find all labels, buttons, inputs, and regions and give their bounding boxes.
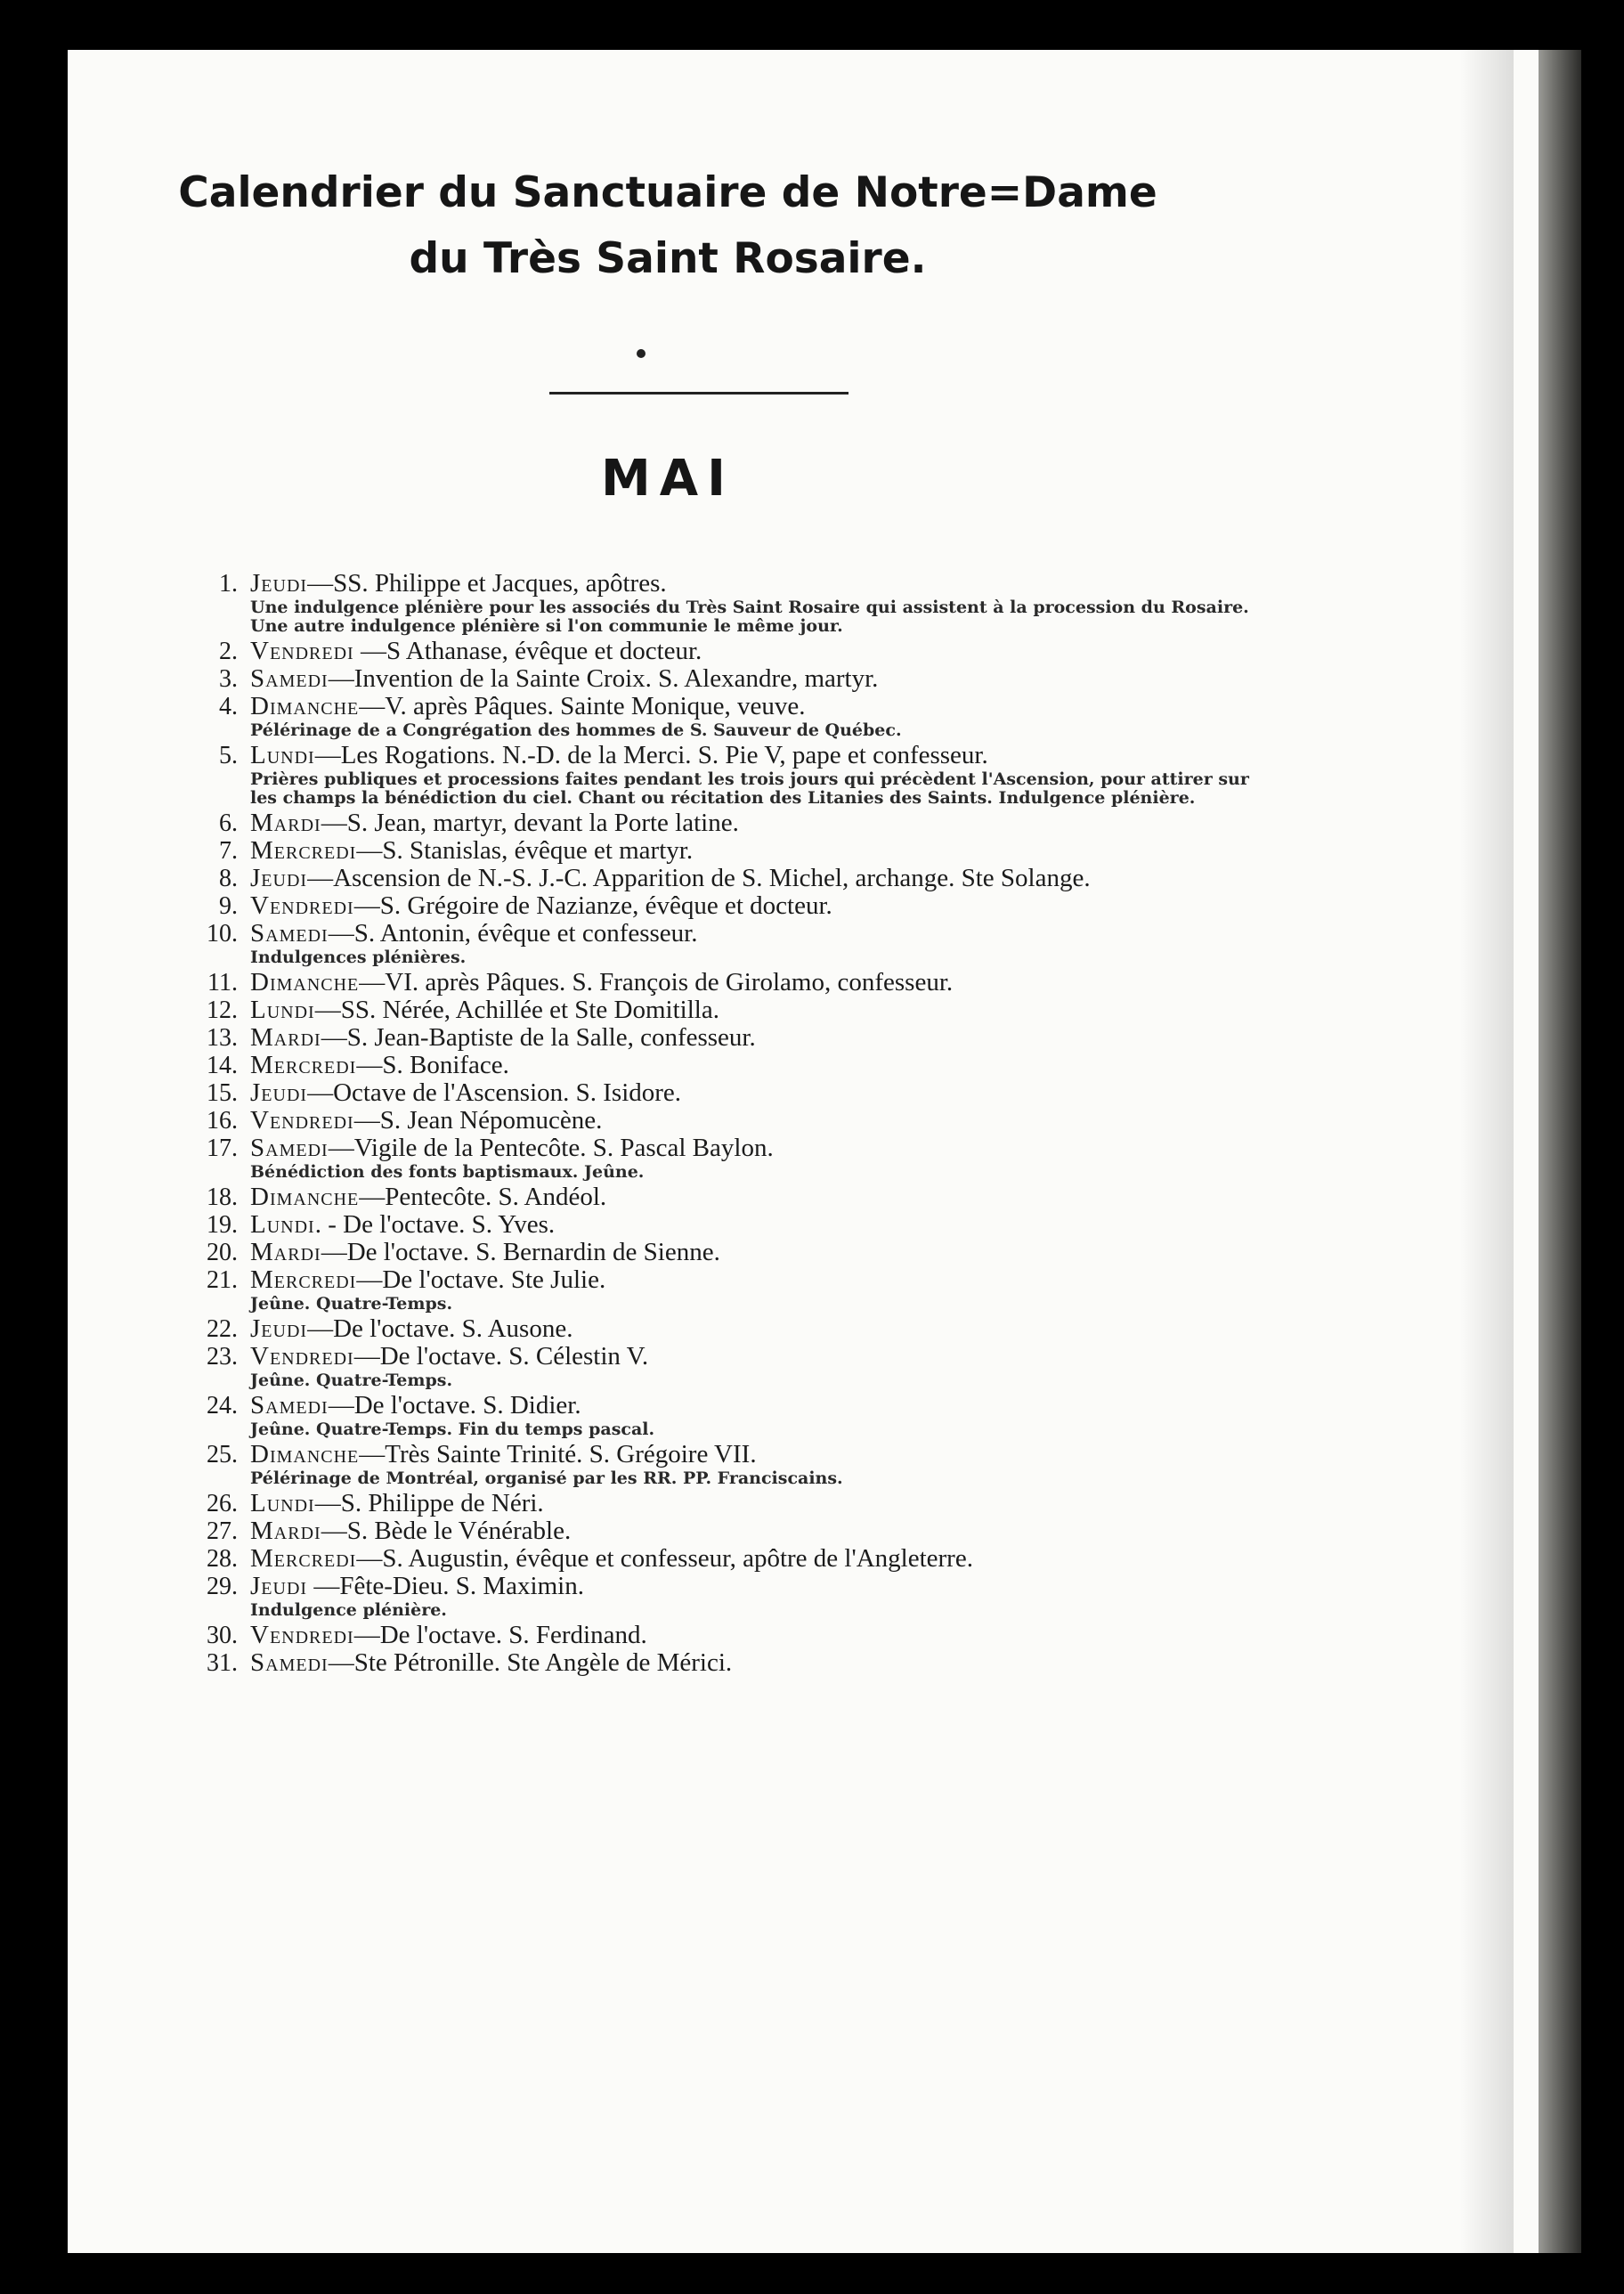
calendar-entry bbox=[174, 837, 1269, 865]
entry-number: 1. bbox=[219, 570, 238, 598]
calendar-entry bbox=[174, 809, 1269, 837]
calendar-entry bbox=[174, 1024, 1269, 1052]
month-heading: MAI bbox=[601, 450, 735, 508]
entry-text: —De l'octave. S. Bernardin de Sienne. bbox=[321, 1238, 720, 1266]
entry-number: 28. bbox=[207, 1545, 238, 1573]
entry-line bbox=[250, 1392, 1269, 1420]
entry-number: 27. bbox=[207, 1517, 238, 1545]
calendar-entry bbox=[174, 1266, 1269, 1314]
entry-day: Samedi bbox=[250, 1648, 329, 1677]
calendar-entry bbox=[174, 1239, 1269, 1266]
calendar-entry bbox=[174, 1441, 1269, 1488]
calendar-entry bbox=[174, 570, 1269, 636]
entry-number: 21. bbox=[207, 1266, 238, 1294]
entry-text: —De l'octave. S. Ferdinand. bbox=[353, 1621, 647, 1649]
entry-line bbox=[250, 1052, 1269, 1079]
entry-text: —De l'octave. S. Célestin V. bbox=[353, 1342, 649, 1371]
entry-number: 26. bbox=[207, 1490, 238, 1517]
title-line-2: du Très Saint Rosaire. bbox=[409, 234, 927, 283]
entry-text: —S. Antonin, évêque et confesseur. bbox=[328, 919, 698, 948]
entry-line bbox=[250, 638, 1269, 665]
entry-number: 4. bbox=[219, 693, 238, 720]
entry-line bbox=[250, 1545, 1269, 1573]
entry-day: Dimanche bbox=[250, 968, 360, 997]
entry-line bbox=[250, 997, 1269, 1024]
entry-day: Lundi bbox=[250, 1210, 315, 1239]
entry-text: —Fête-Dieu. S. Maximin. bbox=[307, 1572, 584, 1600]
entry-number: 30. bbox=[207, 1622, 238, 1649]
entry-day: Lundi bbox=[250, 741, 315, 769]
entry-day: Mardi bbox=[250, 809, 321, 837]
entry-text: —SS. Nérée, Achillée et Ste Domitilla. bbox=[314, 996, 719, 1024]
entry-day: Samedi bbox=[250, 664, 329, 693]
entry-day: Samedi bbox=[250, 1134, 329, 1162]
entry-line bbox=[250, 665, 1269, 693]
entry-day: Jeudi bbox=[250, 864, 308, 892]
entry-line bbox=[250, 1573, 1269, 1600]
entry-number: 14. bbox=[207, 1052, 238, 1079]
entry-number: 17. bbox=[207, 1135, 238, 1162]
entry-text: —Octave de l'Ascension. S. Isidore. bbox=[307, 1078, 682, 1107]
entry-number: 7. bbox=[219, 837, 238, 865]
entry-number: 15. bbox=[207, 1079, 238, 1107]
gutter-shadow bbox=[1460, 50, 1514, 2253]
entry-number: 13. bbox=[207, 1024, 238, 1052]
entry-number: 2. bbox=[219, 638, 238, 665]
entry-line bbox=[250, 693, 1269, 720]
entry-text: —Très Sainte Trinité. S. Grégoire VII. bbox=[359, 1440, 757, 1468]
entry-note: Indulgence plénière. bbox=[250, 1600, 447, 1620]
entry-line bbox=[250, 837, 1269, 865]
entry-text: —S. Augustin, évêque et confesseur, apôtre de l'Angleterre. bbox=[356, 1544, 973, 1573]
entry-day: Vendredi bbox=[250, 1342, 354, 1371]
entry-line bbox=[250, 1649, 1269, 1677]
entry-day: Jeudi bbox=[250, 1572, 308, 1600]
entry-number: 31. bbox=[207, 1649, 238, 1677]
entry-text: —S. Stanislas, évêque et martyr. bbox=[356, 836, 694, 865]
entry-text: —S. Philippe de Néri. bbox=[314, 1489, 544, 1517]
entry-number: 22. bbox=[207, 1315, 238, 1343]
entry-line bbox=[250, 1490, 1269, 1517]
entry-line bbox=[250, 1184, 1269, 1211]
entry-text: —De l'octave. Ste Julie. bbox=[356, 1265, 606, 1294]
calendar-entry bbox=[174, 638, 1269, 665]
entry-text: —SS. Philippe et Jacques, apôtres. bbox=[307, 569, 667, 598]
entry-line bbox=[250, 1343, 1269, 1371]
entry-note: Bénédiction des fonts baptismaux. Jeûne. bbox=[250, 1162, 645, 1182]
entry-text: . - De l'octave. S. Yves. bbox=[314, 1210, 556, 1239]
entry-number: 5. bbox=[219, 742, 238, 769]
entry-line bbox=[250, 1239, 1269, 1266]
entry-line bbox=[250, 1079, 1269, 1107]
calendar-entry bbox=[174, 1052, 1269, 1079]
entry-line bbox=[250, 1266, 1269, 1294]
entry-text: —S. Boniface. bbox=[356, 1051, 509, 1079]
entry-text: —S. Jean, martyr, devant la Porte latine. bbox=[321, 809, 739, 837]
entry-line bbox=[250, 969, 1269, 997]
entry-text: —S. Jean-Baptiste de la Salle, confesseur. bbox=[321, 1023, 756, 1052]
calendar-entry bbox=[174, 1184, 1269, 1211]
entry-line bbox=[250, 1211, 1269, 1239]
calendar-entry bbox=[174, 1490, 1269, 1517]
calendar-entry bbox=[174, 1573, 1269, 1620]
divider-rule bbox=[549, 392, 849, 395]
entry-text: —Pentecôte. S. Andéol. bbox=[359, 1183, 607, 1211]
title-line-1: Calendrier du Sanctuaire de Notre=Dame bbox=[178, 168, 1157, 217]
calendar-entry bbox=[174, 1622, 1269, 1649]
entry-line bbox=[250, 809, 1269, 837]
entry-day: Vendredi bbox=[250, 1106, 354, 1135]
entry-day: Samedi bbox=[250, 919, 329, 948]
entry-day: Dimanche bbox=[250, 1440, 360, 1468]
calendar-entry bbox=[174, 1517, 1269, 1545]
entry-day: Dimanche bbox=[250, 1183, 360, 1211]
entry-number: 8. bbox=[219, 865, 238, 892]
entry-day: Lundi bbox=[250, 996, 315, 1024]
entry-line bbox=[250, 1315, 1269, 1343]
entry-text: —De l'octave. S. Ausone. bbox=[307, 1314, 573, 1343]
entry-number: 29. bbox=[207, 1573, 238, 1600]
calendar-entry bbox=[174, 1545, 1269, 1573]
entry-line bbox=[250, 865, 1269, 892]
entry-line bbox=[250, 742, 1269, 769]
entry-text: —Vigile de la Pentecôte. S. Pascal Baylon. bbox=[328, 1134, 774, 1162]
entry-number: 19. bbox=[207, 1211, 238, 1239]
calendar-entry bbox=[174, 997, 1269, 1024]
calendar-entry bbox=[174, 742, 1269, 808]
entry-text: —Invention de la Sainte Croix. S. Alexandre, martyr. bbox=[328, 664, 879, 693]
entry-text: —VI. après Pâques. S. François de Girolamo, confesseur. bbox=[359, 968, 954, 997]
entry-day: Samedi bbox=[250, 1391, 329, 1420]
entry-note: Une indulgence plénière pour les associés du Très Saint Rosaire qui assistent à la procession du Rosaire. Une autre indulgence plénière si l'on communie le même jour. bbox=[250, 598, 1249, 636]
calendar-entry bbox=[174, 865, 1269, 892]
calendar-entry bbox=[174, 1211, 1269, 1239]
entry-number: 25. bbox=[207, 1441, 238, 1468]
calendar-entry bbox=[174, 1135, 1269, 1182]
entry-day: Mercredi bbox=[250, 1265, 357, 1294]
calendar-entry bbox=[174, 665, 1269, 693]
calendar-entry bbox=[174, 1107, 1269, 1135]
entry-text: —S Athanase, évêque et docteur. bbox=[353, 637, 702, 665]
entry-day: Jeudi bbox=[250, 1314, 308, 1343]
entry-line bbox=[250, 1107, 1269, 1135]
entry-day: Jeudi bbox=[250, 1078, 308, 1107]
entry-day: Mardi bbox=[250, 1238, 321, 1266]
entry-number: 3. bbox=[219, 665, 238, 693]
entry-text: —Les Rogations. N.-D. de la Merci. S. Pie V, pape et confesseur. bbox=[314, 741, 988, 769]
entry-day: Vendredi bbox=[250, 1621, 354, 1649]
entry-number: 9. bbox=[219, 892, 238, 920]
entry-text: —S. Jean Népomucène. bbox=[353, 1106, 603, 1135]
entry-note: Jeûne. Quatre-Temps. bbox=[250, 1371, 453, 1390]
entry-day: Lundi bbox=[250, 1489, 315, 1517]
entry-day: Vendredi bbox=[250, 891, 354, 920]
entry-number: 16. bbox=[207, 1107, 238, 1135]
entry-number: 20. bbox=[207, 1239, 238, 1266]
entry-day: Jeudi bbox=[250, 569, 308, 598]
entry-line bbox=[250, 1024, 1269, 1052]
entry-text: —De l'octave. S. Didier. bbox=[328, 1391, 581, 1420]
entry-text: —S. Bède le Vénérable. bbox=[321, 1517, 572, 1545]
entry-day: Mardi bbox=[250, 1023, 321, 1052]
entry-number: 18. bbox=[207, 1184, 238, 1211]
entry-line bbox=[250, 920, 1269, 948]
entry-day: Vendredi bbox=[250, 637, 354, 665]
entry-text: —Ste Pétronille. Ste Angèle de Mérici. bbox=[328, 1648, 733, 1677]
entry-line bbox=[250, 1135, 1269, 1162]
entry-day: Mercredi bbox=[250, 1544, 357, 1573]
calendar-entry bbox=[174, 1649, 1269, 1677]
entry-line bbox=[250, 1517, 1269, 1545]
calendar-list bbox=[174, 570, 1269, 1677]
entry-line bbox=[250, 892, 1269, 920]
entry-line bbox=[250, 1622, 1269, 1649]
calendar-entry bbox=[174, 892, 1269, 920]
calendar-entry bbox=[174, 920, 1269, 967]
page-title bbox=[178, 160, 1157, 292]
entry-number: 10. bbox=[207, 920, 238, 948]
entry-number: 12. bbox=[207, 997, 238, 1024]
entry-text: —V. après Pâques. Sainte Monique, veuve. bbox=[359, 692, 806, 720]
calendar-entry bbox=[174, 693, 1269, 740]
ornament-dot bbox=[637, 349, 646, 358]
calendar-entry bbox=[174, 1343, 1269, 1390]
entry-day: Mercredi bbox=[250, 1051, 357, 1079]
entry-note: Prières publiques et processions faites pendant les trois jours qui précèdent l'Ascension, pour attirer sur les champs la bénédiction du ciel. Chant ou récitation des Litanies des Saints. Indulgence plénière. bbox=[250, 769, 1249, 808]
entry-number: 23. bbox=[207, 1343, 238, 1371]
entry-day: Dimanche bbox=[250, 692, 360, 720]
entry-day: Mercredi bbox=[250, 836, 357, 865]
entry-note: Indulgences plénières. bbox=[250, 948, 467, 967]
entry-text: —S. Grégoire de Nazianze, évêque et docteur. bbox=[353, 891, 832, 920]
entry-number: 24. bbox=[207, 1392, 238, 1420]
entry-number: 6. bbox=[219, 809, 238, 837]
entry-line bbox=[250, 570, 1269, 598]
entry-day: Mardi bbox=[250, 1517, 321, 1545]
entry-number: 11. bbox=[207, 969, 238, 997]
entry-note: Jeûne. Quatre-Temps. bbox=[250, 1294, 453, 1314]
calendar-entry bbox=[174, 1079, 1269, 1107]
entry-note: Pélérinage de Montréal, organisé par les RR. PP. Franciscains. bbox=[250, 1468, 843, 1488]
entry-text: —Ascension de N.-S. J.-C. Apparition de S. Michel, archange. Ste Solange. bbox=[307, 864, 1091, 892]
entry-note: Pélérinage de a Congrégation des hommes de S. Sauveur de Québec. bbox=[250, 720, 902, 740]
calendar-entry bbox=[174, 1315, 1269, 1343]
entry-note: Jeûne. Quatre-Temps. Fin du temps pascal. bbox=[250, 1420, 655, 1439]
entry-line bbox=[250, 1441, 1269, 1468]
calendar-entry bbox=[174, 969, 1269, 997]
calendar-entry bbox=[174, 1392, 1269, 1439]
